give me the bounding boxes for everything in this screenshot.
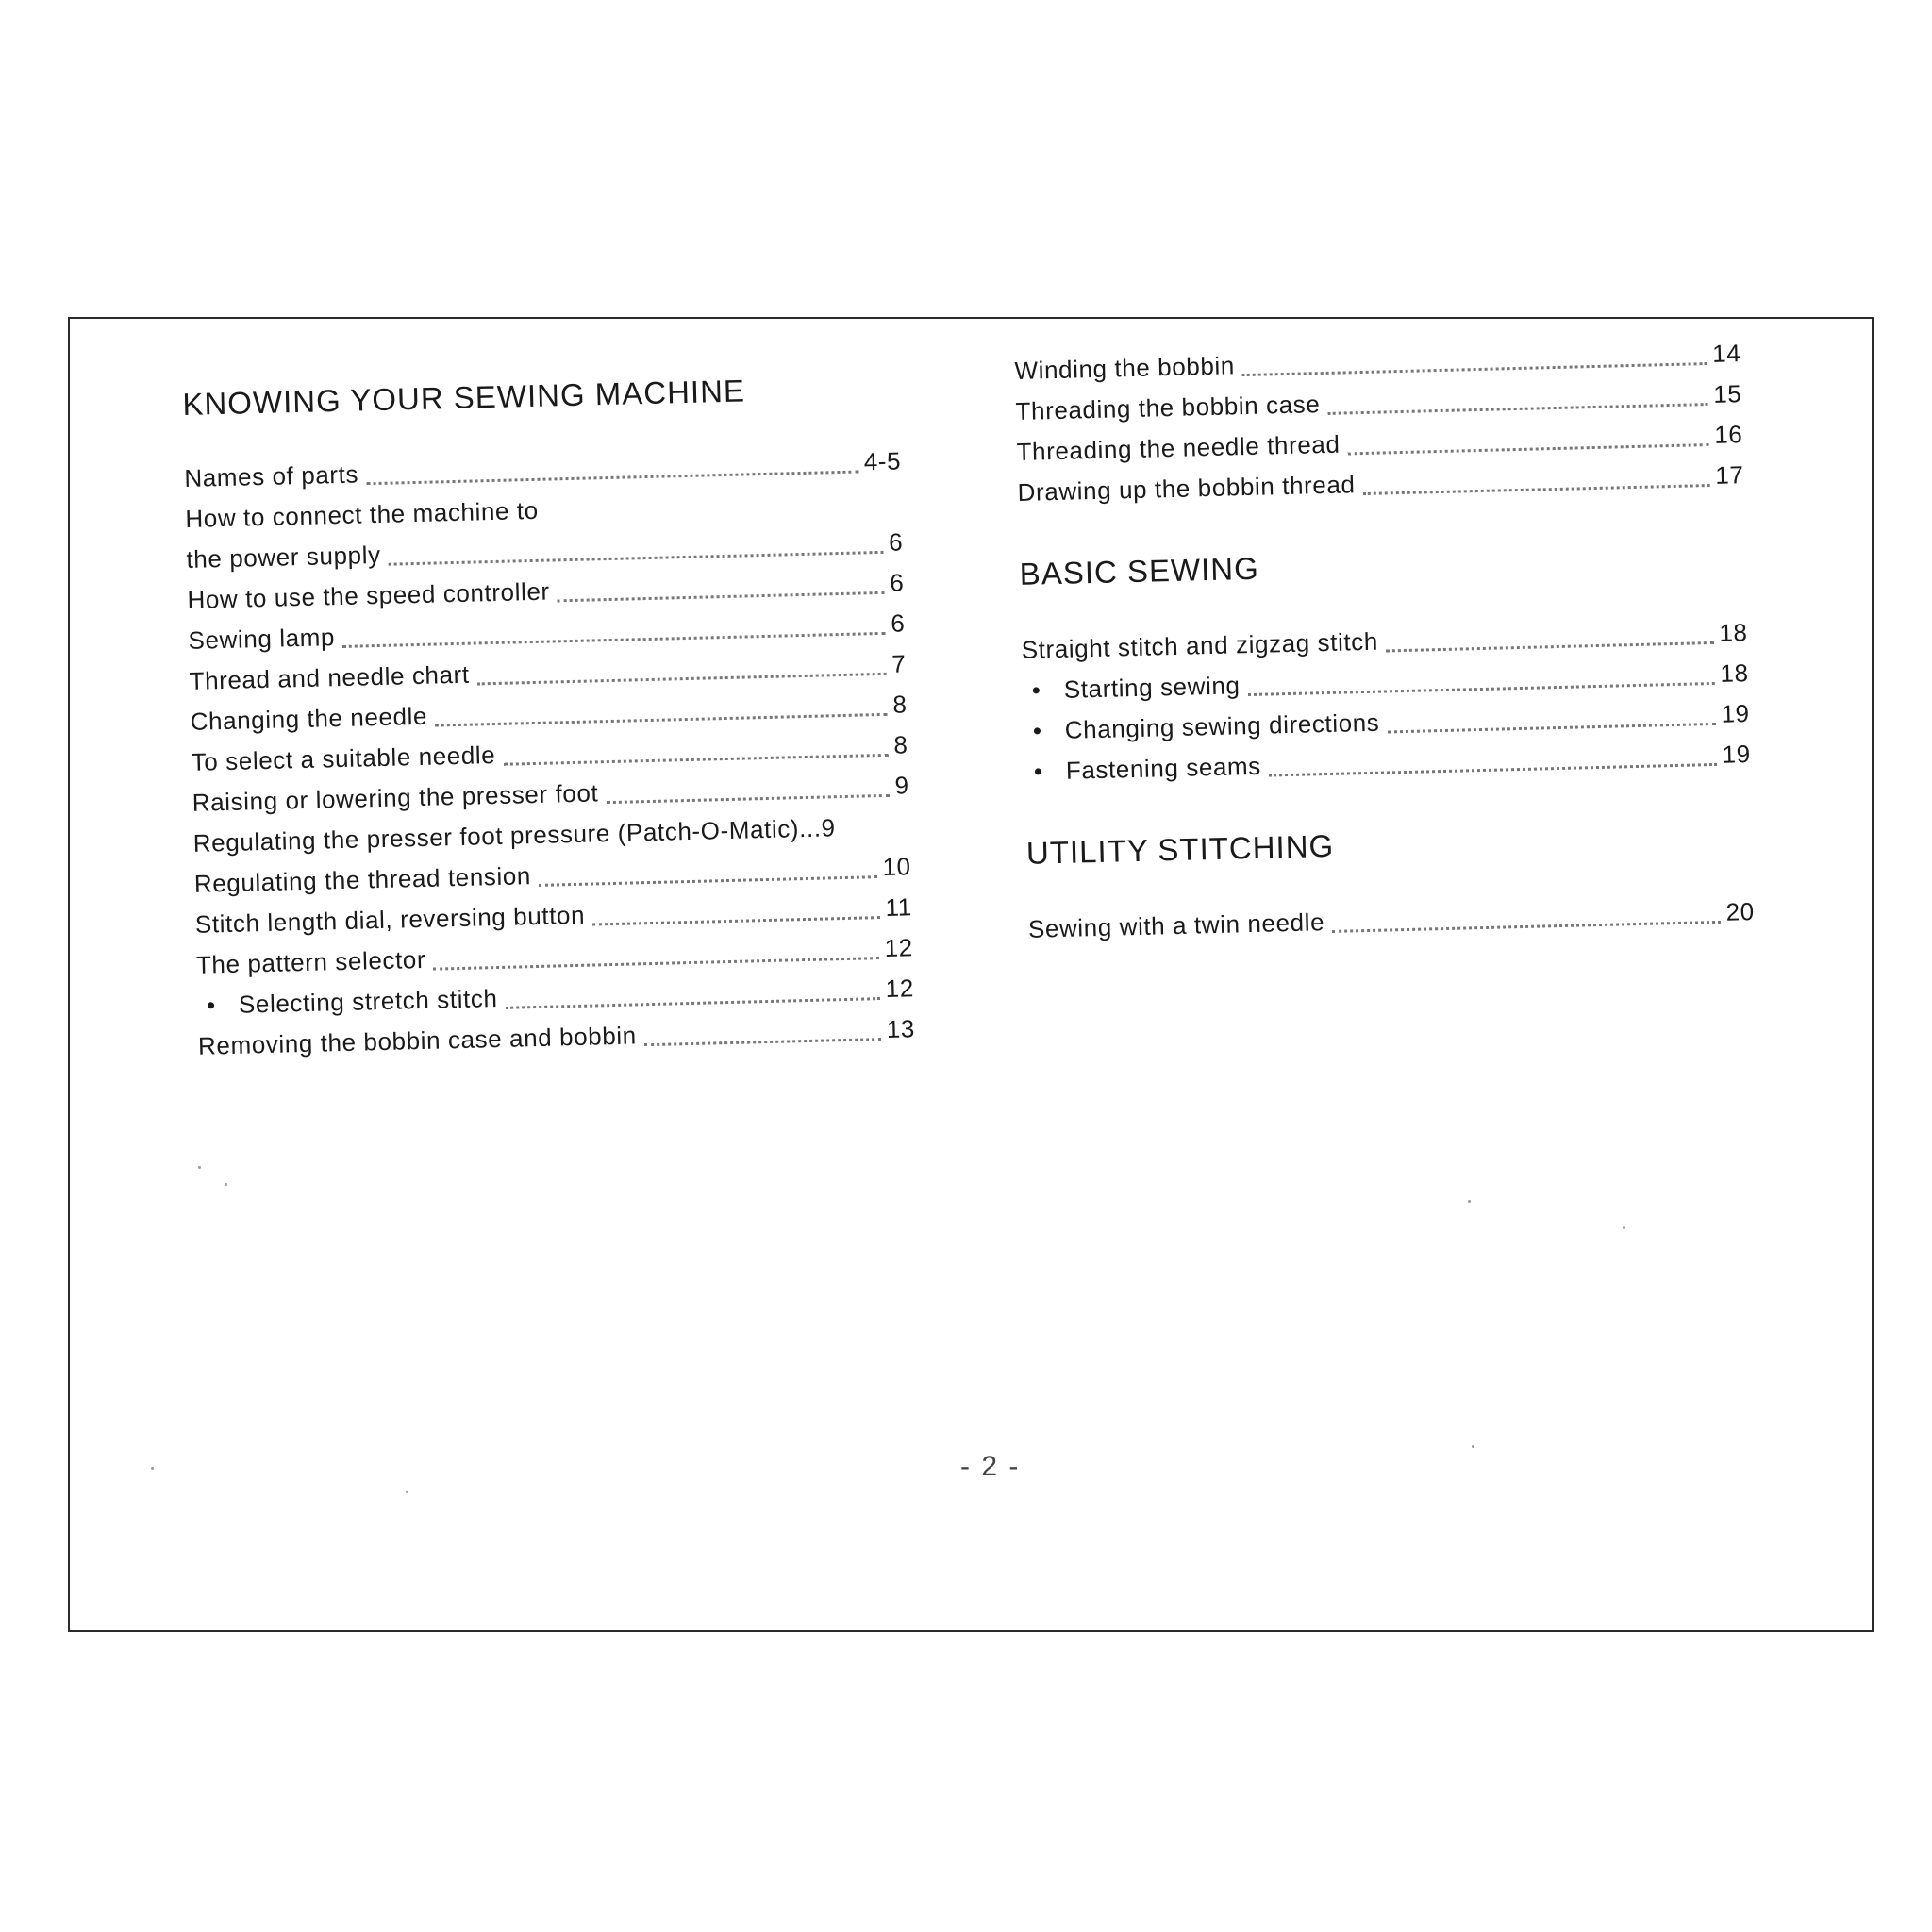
dot-leader <box>1248 682 1715 696</box>
toc-entry-text: Removing the bobbin case and bobbin <box>197 1021 638 1060</box>
toc-entry-text: Changing the needle <box>190 701 428 736</box>
toc-left-column <box>182 369 915 1066</box>
toc-page-number: 6 <box>889 568 905 597</box>
dot-leader <box>592 916 879 925</box>
scan-speck <box>1468 1200 1471 1203</box>
toc-page-number: 14 <box>1711 339 1741 368</box>
toc-page-number: 19 <box>1722 740 1752 769</box>
toc-page-number: 15 <box>1712 379 1742 408</box>
scan-speck <box>151 1467 154 1470</box>
toc-page-number: 18 <box>1720 658 1749 688</box>
section-title-utility-stitching: UTILITY STITCHING <box>1025 827 1335 871</box>
toc-page-number: 12 <box>884 933 914 962</box>
dot-leader <box>1388 723 1716 734</box>
toc-entry-text: Fastening seams <box>1065 751 1262 785</box>
toc-entry-text: Straight stitch and zigzag stitch <box>1021 626 1379 664</box>
dot-leader <box>1328 403 1708 415</box>
toc-page-number: 9 <box>894 771 909 800</box>
toc-entry-text: Names of parts <box>184 459 359 492</box>
toc-entry-text: Raising or lowering the presser foot <box>192 778 599 817</box>
toc-page-number: 16 <box>1713 420 1743 449</box>
bullet-marker: • <box>1031 675 1041 705</box>
toc-page-number: 11 <box>885 892 913 922</box>
bullet-marker: • <box>1033 757 1043 786</box>
toc-page-number: 6 <box>890 608 906 638</box>
toc-page-number: 8 <box>892 690 908 719</box>
toc-entry-text: Regulating the thread tension <box>193 861 532 898</box>
toc-page-number: 4-5 <box>863 446 902 476</box>
dot-leader <box>366 471 858 486</box>
dot-leader <box>433 957 879 971</box>
toc-page-number: 6 <box>888 527 904 557</box>
toc-entry-text: Stitch length dial, reversing button <box>194 900 586 939</box>
toc-entry-text: Changing sewing directions <box>1064 708 1380 744</box>
toc-list-basic-sewing <box>1021 612 1751 792</box>
scan-speck <box>406 1491 408 1493</box>
toc-entry-text: Drawing up the bobbin thread <box>1017 470 1356 507</box>
toc-entry-text: Sewing with a twin needle <box>1027 908 1325 943</box>
toc-entry-text: Thread and needle chart <box>189 659 471 695</box>
dot-leader <box>1348 443 1709 455</box>
toc-entry-text: the power supply <box>186 540 381 574</box>
toc-page-number: 18 <box>1719 618 1748 647</box>
dot-leader <box>606 794 889 804</box>
dot-leader <box>1363 484 1710 495</box>
scan-speck <box>225 1183 227 1186</box>
toc-page-number: 13 <box>886 1014 916 1043</box>
toc-entry-text: Winding the bobbin <box>1014 351 1236 385</box>
toc-page-number: 12 <box>885 974 915 1003</box>
dot-leader <box>506 997 880 1009</box>
toc-page-number: 20 <box>1725 897 1756 926</box>
toc-page-number: 8 <box>893 730 908 759</box>
toc-entry-text: Sewing lamp <box>188 623 336 655</box>
dot-leader <box>539 875 877 887</box>
toc-entry-text: The pattern selector <box>195 944 426 979</box>
dot-leader <box>435 713 887 727</box>
dot-leader <box>503 754 888 766</box>
toc-entry-text: How to connect the machine to <box>185 495 540 533</box>
toc-entry-text: Threading the needle thread <box>1016 429 1341 466</box>
dot-leader <box>389 551 884 566</box>
dot-leader <box>1386 641 1714 652</box>
toc-list-knowing <box>184 441 916 1066</box>
scan-speck <box>198 1166 201 1169</box>
toc-page-number: 7 <box>891 649 907 678</box>
toc-entry-text: Threading the bobbin case <box>1015 390 1321 425</box>
toc-entry-text: How to use the speed controller <box>187 576 551 614</box>
bullet-marker: • <box>1032 716 1042 745</box>
dot-leader <box>1332 921 1721 933</box>
toc-page-number: 17 <box>1714 460 1744 490</box>
toc-entry-text: Selecting stretch stitch <box>238 984 498 1019</box>
dot-leader <box>644 1038 881 1046</box>
footer-page-number: - 2 - <box>960 1451 1021 1482</box>
toc-entry-text: To select a suitable needle <box>191 741 496 776</box>
scan-speck <box>1623 1226 1625 1229</box>
section-title-knowing-your-machine: KNOWING YOUR SEWING MACHINE <box>182 373 746 422</box>
toc-page-number: 10 <box>882 852 912 882</box>
toc-page-number: 19 <box>1721 699 1750 728</box>
toc-entry-text: Starting sewing <box>1063 671 1241 704</box>
bullet-marker: • <box>206 991 217 1020</box>
dot-leader <box>558 591 885 602</box>
toc-right-column <box>1014 333 1755 950</box>
toc-list-bobbin <box>1014 333 1744 513</box>
dot-leader <box>1242 362 1707 376</box>
dot-leader <box>1269 763 1717 777</box>
dot-leader <box>477 673 887 686</box>
scan-speck <box>1472 1445 1474 1448</box>
toc-entry-text: Regulating the presser foot pressure (Patch-O-Matic)... <box>192 813 822 858</box>
toc-page-number: 9 <box>821 813 836 842</box>
section-title-basic-sewing: BASIC SEWING <box>1019 550 1260 591</box>
